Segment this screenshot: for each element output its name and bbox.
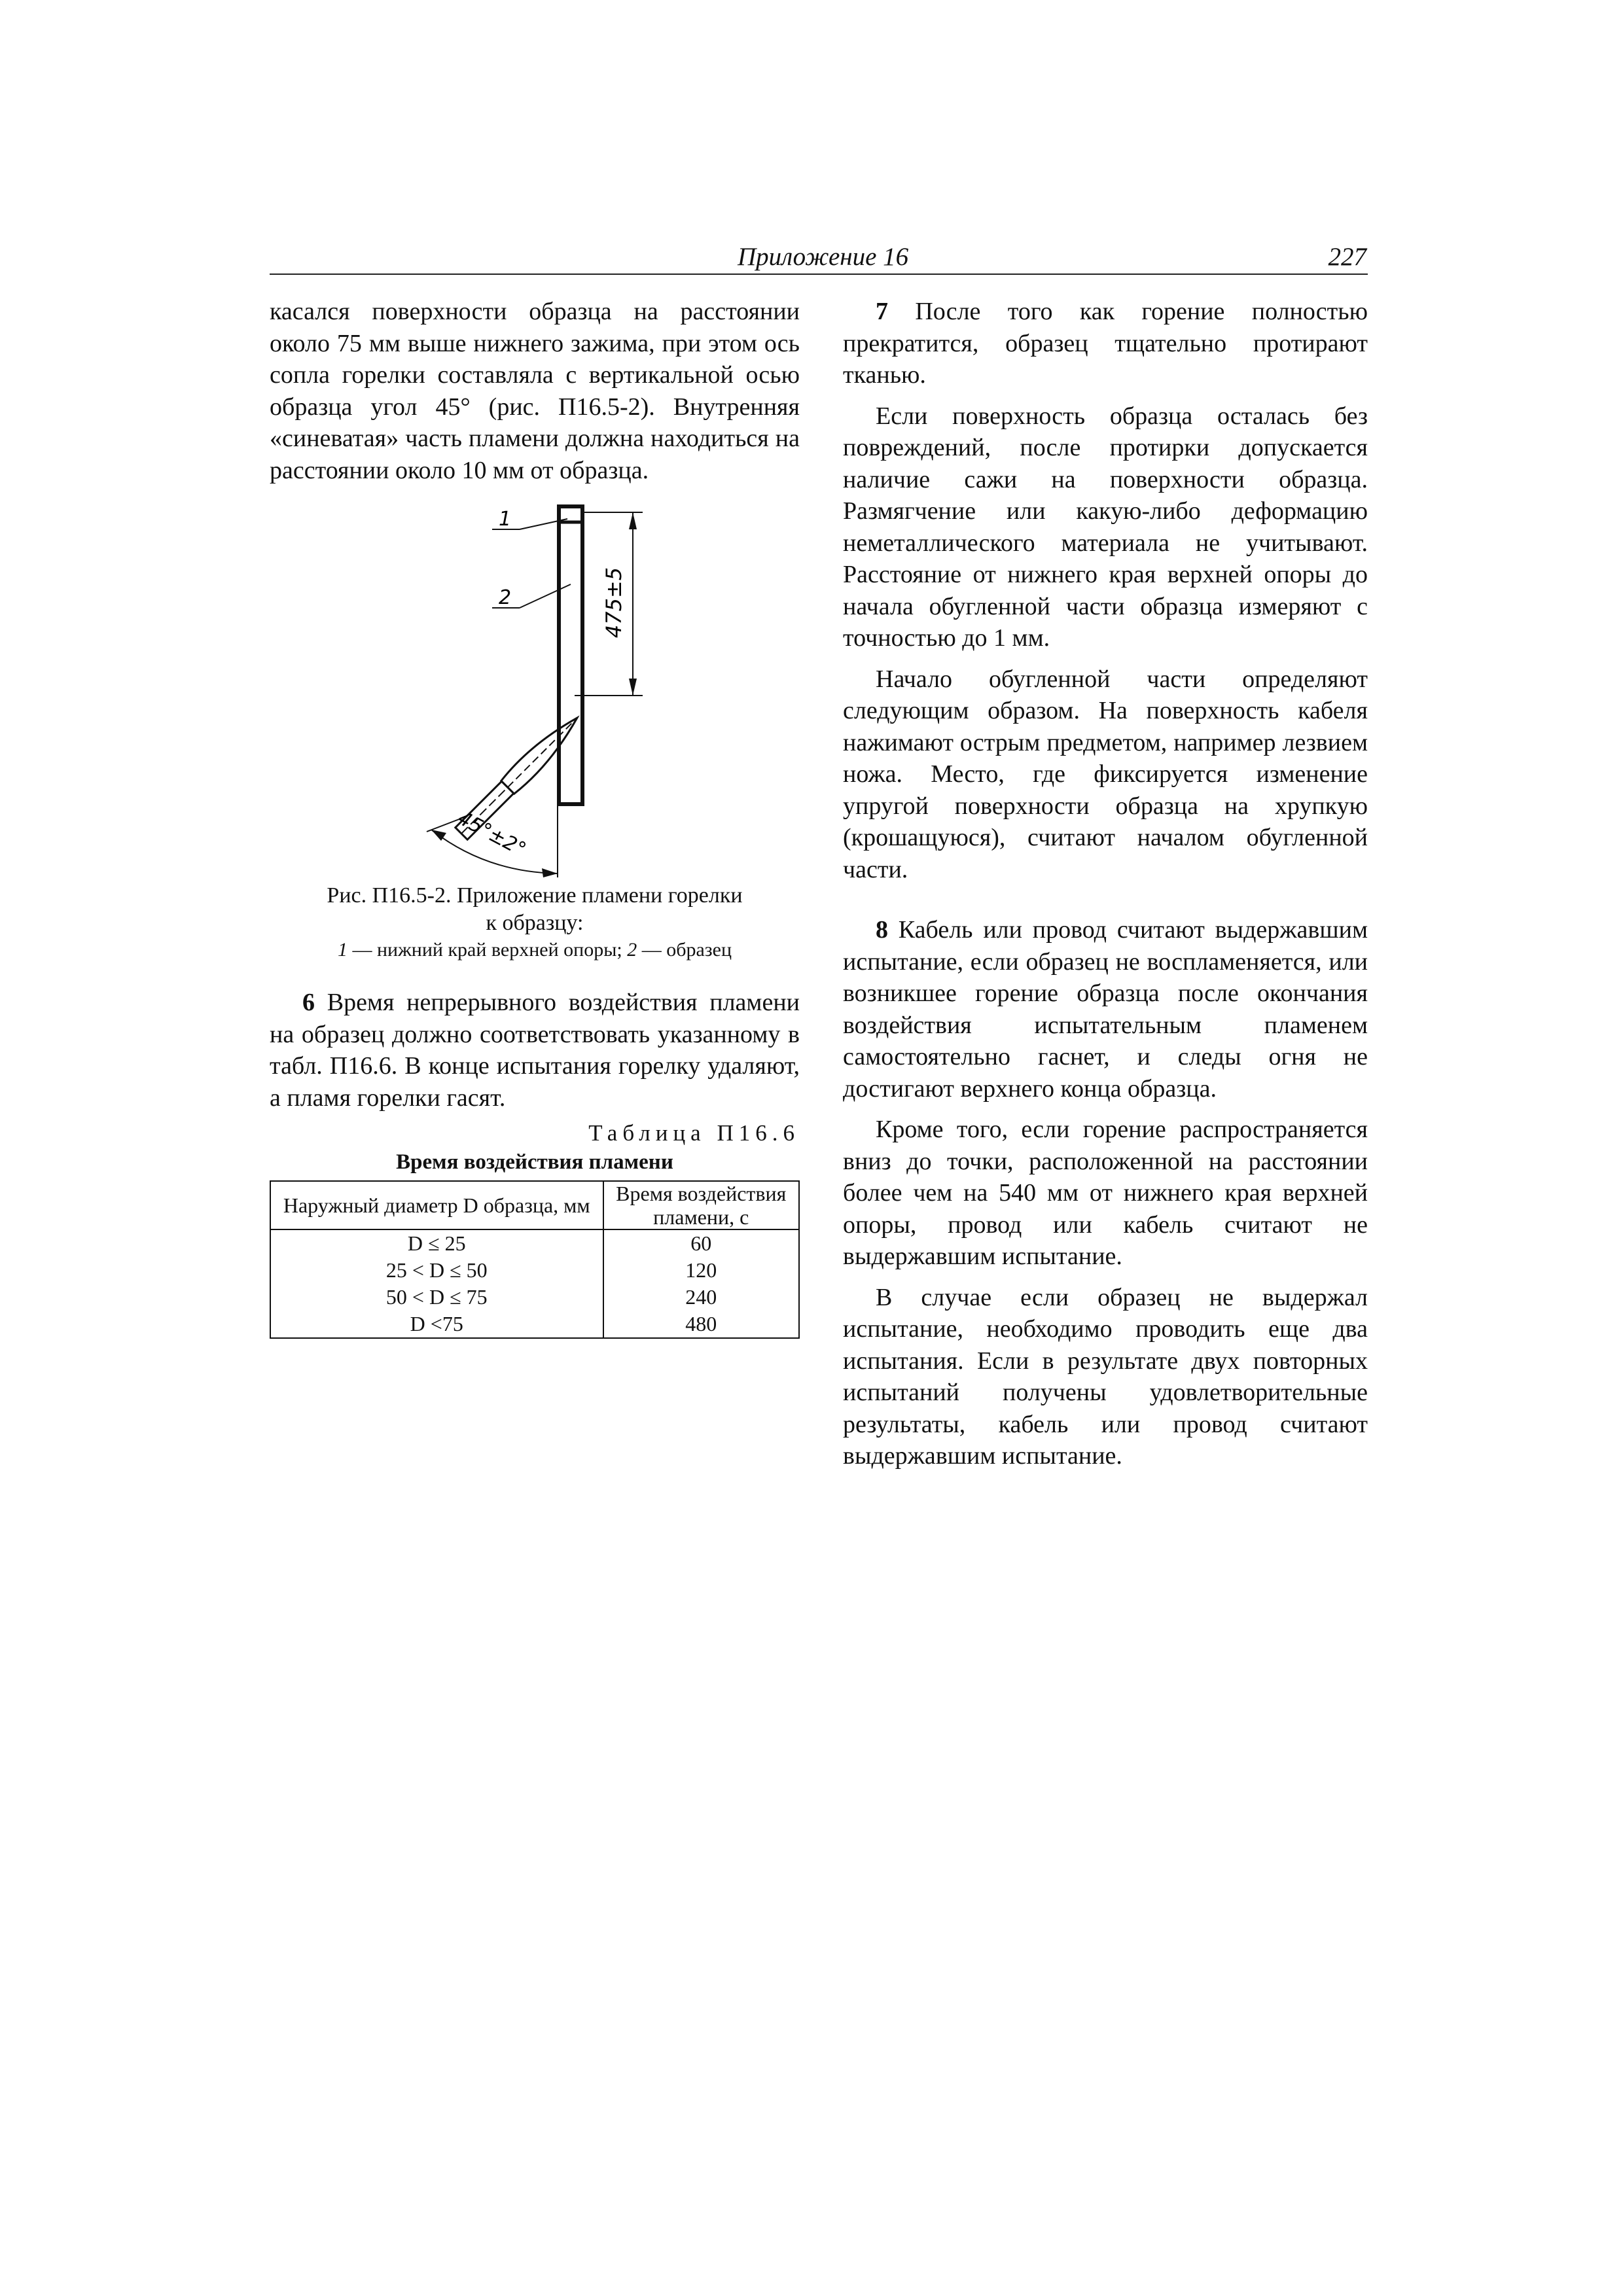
table-row [270,1311,799,1338]
table-cell-time: 480 [603,1311,799,1338]
dim-arrow-bottom [629,679,637,696]
burner-diagram [270,486,800,882]
legend-1-num: 1 [337,939,348,961]
charred-paragraph: Начало обугленной части определяют следующим образом. На поверхность кабеля нажимают острым предметом, например лезвием ножа. Место, где фиксируется изменение упругой поверхности образца на хрупкую (крошащуюся), считают началом обугленной части. [843,665,1368,883]
figure-caption [270,882,800,937]
angle-label: 45°±2° [454,806,530,862]
table-cell-diameter: 50 < D ≤ 75 [270,1284,603,1311]
section-8-number: 8 [876,916,888,944]
page-header [270,242,1368,275]
surface-paragraph: Если поверхность образца осталась без повреждений, после протирки допускается наличие сажи на поверхности образца. Размягчение или какую-либо деформацию неметаллического материала не учитывают. Расстояние от нижнего края верхней опоры до начала обугленной части образца измеряют с точностью до 1 мм. [843,402,1368,652]
right-column [843,296,1368,1472]
section-8-text: Кабель или провод считают выдержавшим испытание, если образец не воспламеняется, или возникшее горение образца после окончания воздействия испытательным пламенем самостоятельно гаснет, и следы огня не достигают верхнего конца образца. [843,916,1368,1103]
dimension-label: 475±5 [601,567,626,639]
section-6-number: 6 [302,989,315,1016]
left-column [270,296,800,1339]
angle-arrow-right [542,868,558,877]
legend-2-num: 2 [627,939,637,961]
table-header-time: Время воздействия пламени, с [603,1181,799,1229]
table-row [270,1229,799,1257]
section-7-number: 7 [876,298,888,325]
flame-axis [508,718,577,787]
flame-time-table [270,1180,800,1339]
burner-figure [270,486,800,882]
page-number: 227 [1328,243,1366,271]
table-cell-diameter: D <75 [270,1311,603,1338]
table-cell-time: 60 [603,1229,799,1257]
intro-paragraph: касался поверхности образца на расстоянии около 75 мм выше нижнего зажима, при этом ось сопла горелки составляла с вертикальной осью образца угол 45° (рис. П16.5-2). Внутренняя «синеватая» часть пламени должна находиться на расстоянии около 10 мм от образца. [270,298,800,484]
table-cell-diameter: 25 < D ≤ 50 [270,1257,603,1284]
label-2: 2 [499,586,512,609]
leader-2 [520,584,571,608]
table-label: Таблица П16.6 [588,1120,800,1146]
dim-arrow-top [629,512,637,529]
legend-1-text: — нижний край верхней опоры; [347,939,628,961]
figure-caption-line1: Рис. П16.5-2. Приложение пламени горелки [327,883,743,908]
section-6-text: Время непрерывного воздействия пламени на образец должно соответствовать указанному в табл. П16.6. В конце испытания горелку удаляют, а пламя горелки гасят. [270,989,800,1112]
legend-2-text: — образец [637,939,732,961]
table-cell-time: 240 [603,1284,799,1311]
table-cell-time: 120 [603,1257,799,1284]
table-cell-diameter: D ≤ 25 [270,1229,603,1257]
table-header-diameter: Наружный диаметр D образца, мм [270,1181,603,1229]
section-8-paragraph [843,914,1368,1104]
spread-paragraph: Кроме того, если горение распространяется вниз до точки, расположенной на расстоянии более чем на 540 мм от нижнего края верхней опоры, провод или кабель считают не выдержавшим испытание. [843,1116,1368,1270]
section-7-text: После того как горение полностью прекратится, образец тщательно протирают тканью. [843,298,1368,389]
specimen-rect [559,506,582,804]
table-row [270,1257,799,1284]
figure-legend [270,937,800,963]
running-title: Приложение 16 [738,243,909,271]
failed-paragraph: В случае если образец не выдержал испытание, необходимо проводить еще два испытания. Если в результате двух повторных испытаний получены удовлетворительные результаты, кабель или провод считают выдержавшим испытание. [843,1283,1368,1470]
section-7-paragraph [843,296,1368,391]
section-6-paragraph [270,987,800,1114]
figure-caption-line2: к образцу: [486,911,584,935]
table-title: Время воздействия пламени [396,1150,673,1174]
label-1: 1 [499,508,512,531]
table-row [270,1284,799,1311]
